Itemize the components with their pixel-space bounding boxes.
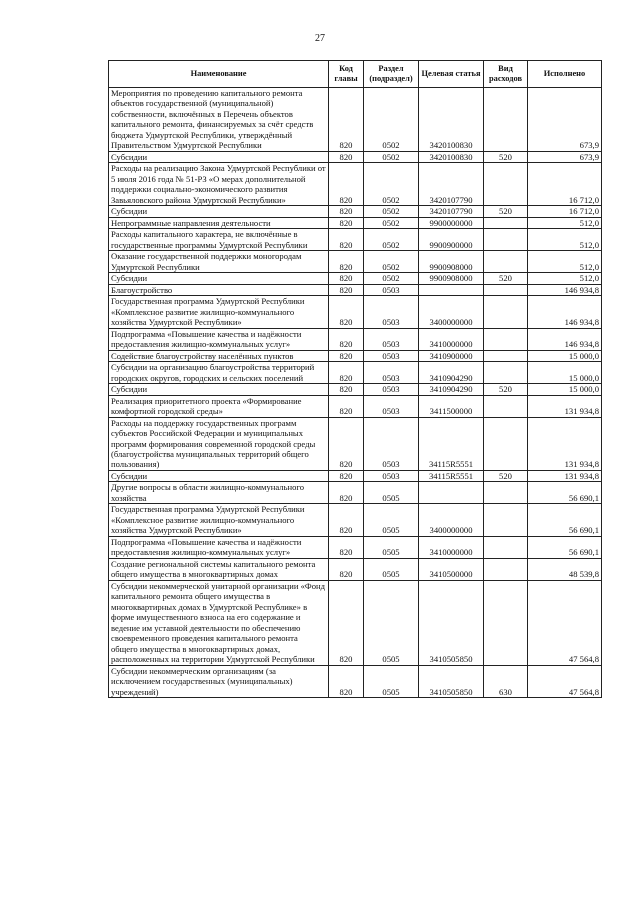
row-code: 820 — [329, 482, 364, 504]
row-type — [484, 417, 528, 470]
row-amount: 146 934,8 — [528, 284, 602, 295]
row-amount: 15 000,0 — [528, 384, 602, 395]
row-type — [484, 217, 528, 228]
table-row — [109, 350, 602, 361]
row-code: 820 — [329, 328, 364, 350]
row-section: 0502 — [364, 273, 419, 284]
page-number: 27 — [315, 33, 325, 44]
row-article: 34115R5551 — [419, 417, 484, 470]
row-amount: 56 690,1 — [528, 504, 602, 536]
row-type — [484, 362, 528, 384]
row-name: Оказание государственной поддержки моногородам Удмуртской Республики — [109, 251, 329, 273]
table-row — [109, 504, 602, 536]
row-section: 0503 — [364, 384, 419, 395]
row-amount: 512,0 — [528, 251, 602, 273]
row-type — [484, 328, 528, 350]
row-section: 0503 — [364, 470, 419, 481]
header-name: Наименование — [109, 61, 329, 88]
row-article: 3410000000 — [419, 536, 484, 558]
row-section: 0505 — [364, 504, 419, 536]
row-section: 0503 — [364, 284, 419, 295]
row-amount: 47 564,8 — [528, 665, 602, 697]
row-amount: 56 690,1 — [528, 536, 602, 558]
row-type: 630 — [484, 665, 528, 697]
row-code: 820 — [329, 395, 364, 417]
row-type: 520 — [484, 206, 528, 217]
table-row — [109, 558, 602, 580]
row-article: 9900908000 — [419, 251, 484, 273]
row-code: 820 — [329, 284, 364, 295]
row-amount: 15 000,0 — [528, 350, 602, 361]
row-article: 3410900000 — [419, 350, 484, 361]
row-amount: 56 690,1 — [528, 482, 602, 504]
row-article: 3411500000 — [419, 395, 484, 417]
table-row — [109, 328, 602, 350]
table-row — [109, 163, 602, 206]
table-row — [109, 151, 602, 162]
row-code: 820 — [329, 229, 364, 251]
row-article: 34115R5551 — [419, 470, 484, 481]
row-amount: 512,0 — [528, 229, 602, 251]
table-row — [109, 217, 602, 228]
row-amount: 16 712,0 — [528, 163, 602, 206]
row-name: Мероприятия по проведению капитального ремонта объектов государственной (муниципальной) собственности, включённых в Перечень объектов капитального ремонта, финансируемых за счёт средств бюджета Удмуртской Республики, утверждённый Правительством Удмуртской Республики — [109, 88, 329, 152]
row-type — [484, 88, 528, 152]
table-row — [109, 229, 602, 251]
row-code: 820 — [329, 206, 364, 217]
row-section: 0505 — [364, 580, 419, 665]
row-amount: 673,9 — [528, 151, 602, 162]
row-code: 820 — [329, 362, 364, 384]
row-name: Субсидии — [109, 151, 329, 162]
row-section: 0503 — [364, 296, 419, 328]
row-article: 3420107790 — [419, 163, 484, 206]
row-article: 3410500000 — [419, 558, 484, 580]
row-code: 820 — [329, 580, 364, 665]
row-section: 0502 — [364, 151, 419, 162]
row-type — [484, 395, 528, 417]
row-article: 3420100830 — [419, 88, 484, 152]
row-name: Подпрограмма «Повышение качества и надёжности предоставления жилищно-коммунальных услуг» — [109, 328, 329, 350]
row-amount: 512,0 — [528, 273, 602, 284]
table-header-row — [109, 61, 602, 88]
row-article: 9900908000 — [419, 273, 484, 284]
row-code: 820 — [329, 417, 364, 470]
row-name: Расходы на реализацию Закона Удмуртской Республики от 5 июля 2016 года № 51-РЗ «О мерах дополнительной поддержки социально-экономического развития Завьяловского района Удмуртской Республики» — [109, 163, 329, 206]
row-section: 0505 — [364, 482, 419, 504]
row-type: 520 — [484, 384, 528, 395]
row-amount: 131 934,8 — [528, 470, 602, 481]
row-code: 820 — [329, 296, 364, 328]
row-code: 820 — [329, 273, 364, 284]
table-row — [109, 470, 602, 481]
row-article: 3400000000 — [419, 504, 484, 536]
row-amount: 15 000,0 — [528, 362, 602, 384]
row-article: 9900000000 — [419, 217, 484, 228]
row-name: Государственная программа Удмуртской Республики «Комплексное развитие жилищно-коммунального хозяйства Удмуртской Республики» — [109, 296, 329, 328]
table-row — [109, 665, 602, 697]
table-row — [109, 580, 602, 665]
row-name: Благоустройство — [109, 284, 329, 295]
row-type — [484, 536, 528, 558]
row-type — [484, 251, 528, 273]
row-article: 3410904290 — [419, 362, 484, 384]
row-amount: 146 934,8 — [528, 328, 602, 350]
row-code: 820 — [329, 163, 364, 206]
table-row — [109, 296, 602, 328]
row-name: Расходы на поддержку государственных программ субъектов Российской Федерации и муниципальных программ формирования современной городской среды (благоустройства муниципальных территорий общего пользования) — [109, 417, 329, 470]
row-article — [419, 482, 484, 504]
row-amount: 131 934,8 — [528, 417, 602, 470]
row-code: 820 — [329, 151, 364, 162]
row-type — [484, 296, 528, 328]
row-code: 820 — [329, 88, 364, 152]
row-type — [484, 504, 528, 536]
table-row — [109, 251, 602, 273]
row-name: Субсидии — [109, 273, 329, 284]
row-name: Подпрограмма «Повышение качества и надёжности предоставления жилищно-коммунальных услуг» — [109, 536, 329, 558]
row-name: Расходы капитального характера, не включённые в государственные программы Удмуртской Республики — [109, 229, 329, 251]
row-article: 9900900000 — [419, 229, 484, 251]
row-article: 3410505850 — [419, 580, 484, 665]
table-row — [109, 206, 602, 217]
table-row — [109, 88, 602, 152]
row-amount: 131 934,8 — [528, 395, 602, 417]
row-amount: 512,0 — [528, 217, 602, 228]
row-name: Другие вопросы в области жилищно-коммунального хозяйства — [109, 482, 329, 504]
row-type — [484, 558, 528, 580]
row-type — [484, 284, 528, 295]
row-code: 820 — [329, 470, 364, 481]
table-row — [109, 273, 602, 284]
row-type: 520 — [484, 273, 528, 284]
row-code: 820 — [329, 536, 364, 558]
budget-table — [108, 60, 602, 698]
row-section: 0503 — [364, 395, 419, 417]
header-amount: Исполнено — [528, 61, 602, 88]
row-name: Субсидии некоммерческим организациям (за исключением государственных (муниципальных) учреждений) — [109, 665, 329, 697]
row-type — [484, 350, 528, 361]
row-name: Субсидии некоммерческой унитарной организации «Фонд капитального ремонта общего имущества в многоквартирных домах в Удмуртской Республике» в форме имущественного взноса на его содержание и ведение им уставной деятельности по обеспечению своевременного проведения капитального ремонта общего имущества в многоквартирных домах, расположенных на территории Удмуртской Республики — [109, 580, 329, 665]
row-code: 820 — [329, 217, 364, 228]
row-article: 3400000000 — [419, 296, 484, 328]
row-type: 520 — [484, 470, 528, 481]
row-article: 3410505850 — [419, 665, 484, 697]
row-article: 3410000000 — [419, 328, 484, 350]
row-section: 0502 — [364, 206, 419, 217]
row-code: 820 — [329, 558, 364, 580]
header-article: Целевая статья — [419, 61, 484, 88]
table-row — [109, 536, 602, 558]
row-type — [484, 163, 528, 206]
row-amount: 47 564,8 — [528, 580, 602, 665]
header-type: Вид расходов — [484, 61, 528, 88]
row-article: 3410904290 — [419, 384, 484, 395]
row-section: 0505 — [364, 558, 419, 580]
row-section: 0503 — [364, 350, 419, 361]
row-article: 3420100830 — [419, 151, 484, 162]
row-code: 820 — [329, 251, 364, 273]
row-code: 820 — [329, 350, 364, 361]
table-row — [109, 384, 602, 395]
row-section: 0502 — [364, 88, 419, 152]
row-type — [484, 482, 528, 504]
row-amount: 16 712,0 — [528, 206, 602, 217]
table-row — [109, 417, 602, 470]
row-section: 0502 — [364, 163, 419, 206]
row-name: Субсидии — [109, 384, 329, 395]
header-code: Код главы — [329, 61, 364, 88]
row-amount: 673,9 — [528, 88, 602, 152]
row-type — [484, 229, 528, 251]
row-name: Государственная программа Удмуртской Республики «Комплексное развитие жилищно-коммунального хозяйства Удмуртской Республики» — [109, 504, 329, 536]
row-name: Реализация приоритетного проекта «Формирование комфортной городской среды» — [109, 395, 329, 417]
row-code: 820 — [329, 384, 364, 395]
row-section: 0502 — [364, 229, 419, 251]
table-row — [109, 482, 602, 504]
row-name: Непрограммные направления деятельности — [109, 217, 329, 228]
row-article — [419, 284, 484, 295]
row-section: 0503 — [364, 417, 419, 470]
row-name: Субсидии — [109, 470, 329, 481]
row-section: 0505 — [364, 665, 419, 697]
row-type: 520 — [484, 151, 528, 162]
header-section: Раздел (подраздел) — [364, 61, 419, 88]
row-name: Создание региональной системы капитального ремонта общего имущества в многоквартирных домах — [109, 558, 329, 580]
row-name: Субсидии на организацию благоустройства территорий городских округов, городских и сельских поселений — [109, 362, 329, 384]
row-amount: 48 539,8 — [528, 558, 602, 580]
row-amount: 146 934,8 — [528, 296, 602, 328]
row-section: 0503 — [364, 362, 419, 384]
row-name: Субсидии — [109, 206, 329, 217]
row-section: 0505 — [364, 536, 419, 558]
table-row — [109, 362, 602, 384]
table-row — [109, 395, 602, 417]
row-section: 0502 — [364, 217, 419, 228]
row-article: 3420107790 — [419, 206, 484, 217]
row-code: 820 — [329, 504, 364, 536]
row-code: 820 — [329, 665, 364, 697]
row-section: 0503 — [364, 328, 419, 350]
row-name: Содействие благоустройству населённых пунктов — [109, 350, 329, 361]
row-type — [484, 580, 528, 665]
row-section: 0502 — [364, 251, 419, 273]
table-row — [109, 284, 602, 295]
